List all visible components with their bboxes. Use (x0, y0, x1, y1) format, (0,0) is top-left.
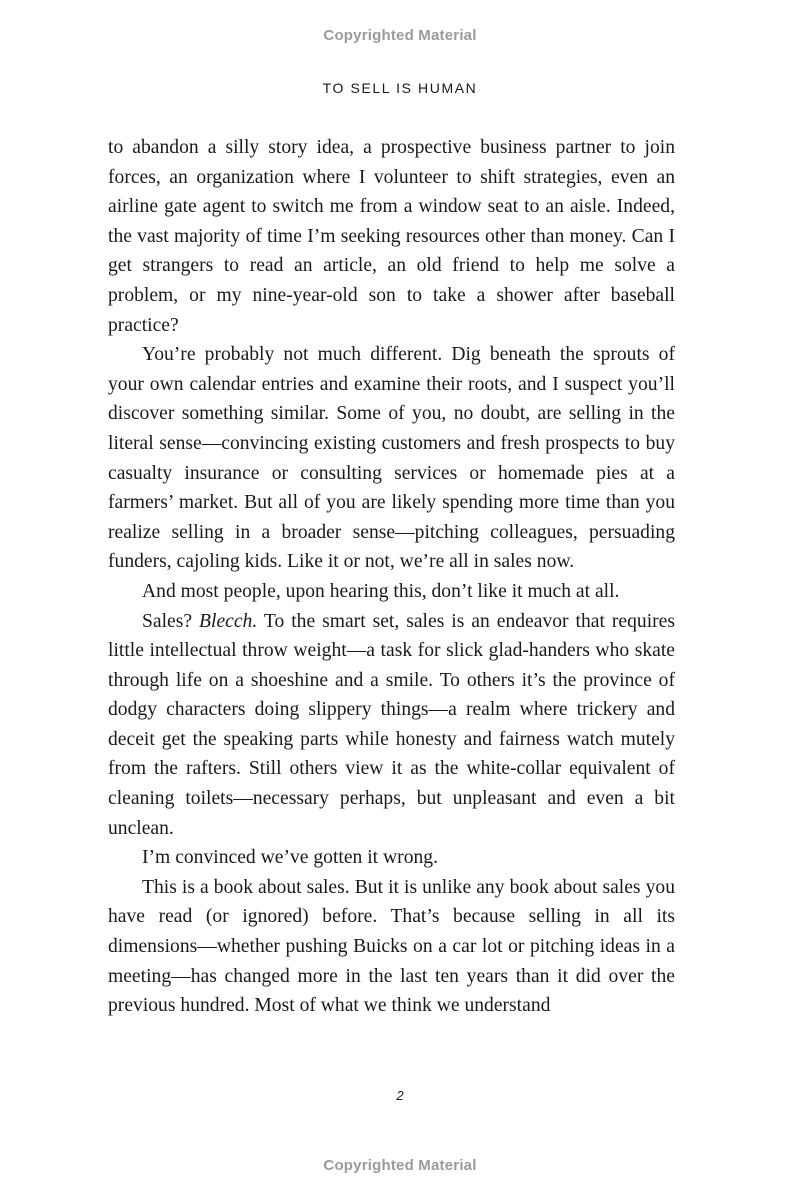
paragraph: And most people, upon hearing this, don’t like it much at all. (142, 580, 620, 602)
paragraph: You’re probably not much different. Dig beneath the sprouts of your own calendar entries and examine their roots, and I suspect you’ll discover something similar. Some of you, no doubt, are selling in the literal sense—convincing existing customers and fresh prospects to buy casualty insurance or consulting services or homemade pies at a farmers’ market. But all of you are likely spending more time than you realize selling in a broader sense—pitching colleagues, persuading funders, cajoling kids. Like it or not, we’re all in sales now. (108, 344, 675, 573)
paragraph: to abandon a silly story idea, a prospective business partner to join forces, an organization where I volunteer to shift strategies, even an airline gate agent to switch me from a window seat to an aisle. Indeed, the vast majority of time I’m seeking resources other than money. Can I get strangers to read an article, an old friend to help me solve a problem, or my nine-year-old son to take a shower after baseball practice? (108, 137, 675, 336)
page-number: 2 (396, 1088, 404, 1103)
paragraph-lead: Sales? (142, 610, 200, 632)
paragraph-emphasis: Blecch. (199, 610, 258, 632)
paragraph-text: To the smart set, sales is an endeavor that requires little intellectual throw weight—a task for slick glad-handers who skate through life on a shoeshine and a smile. To others it’s the province of dodgy characters doing slippery things—a realm where trickery and deceit get the speaking parts while honesty and fairness watch mutely from the rafters. Still others view it as the white-collar equivalent of cleaning toilets—necessary perhaps, but unpleasant and even a bit unclean. (108, 610, 675, 839)
paragraph (108, 607, 675, 844)
paragraph: I’m convinced we’ve gotten it wrong. (142, 847, 438, 869)
paragraph: This is a book about sales. But it is unlike any book about sales you have read (or ignored) before. That’s because selling in all its dimensions—whether pushing Buicks on a car lot or pitching ideas in a meeting—has changed more in the last ten years than it did over the previous hundred. Most of what we think we understand (108, 876, 675, 1017)
body-text (108, 133, 675, 1021)
copyright-watermark-top: Copyrighted Material (323, 27, 477, 44)
running-head: TO SELL IS HUMAN (322, 80, 478, 96)
copyright-watermark-bottom: Copyrighted Material (323, 1157, 477, 1174)
